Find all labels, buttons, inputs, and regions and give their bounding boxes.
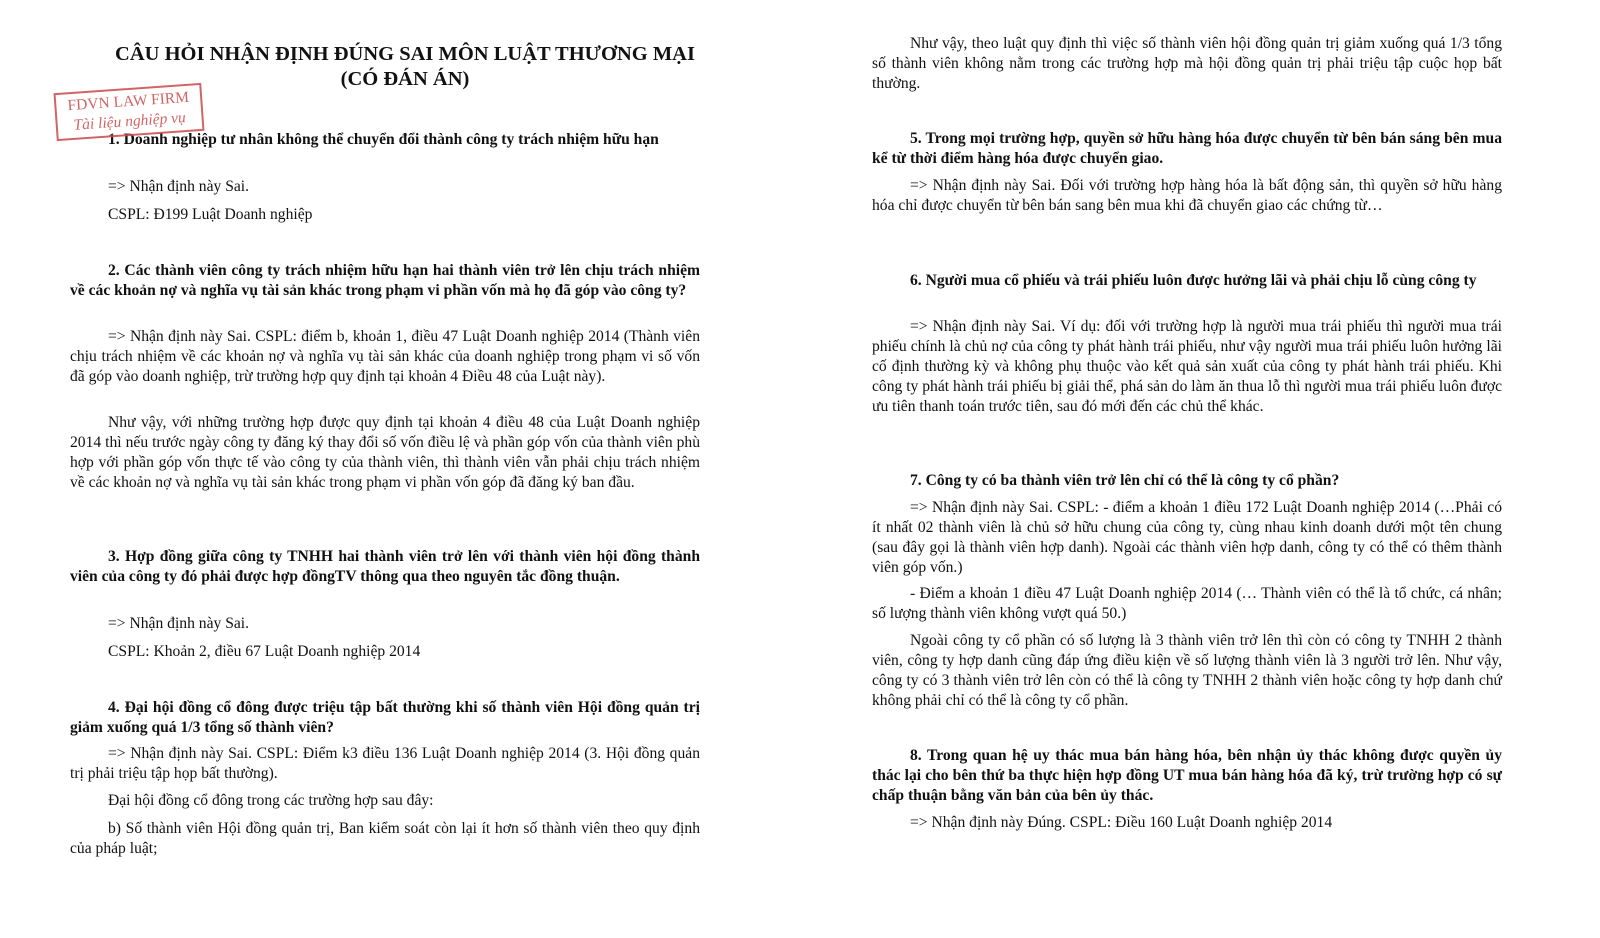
answer-4-point-b: b) Số thành viên Hội đồng quản trị, Ban kiểm soát còn lại ít hơn số thành viên theo quy định của pháp luật; <box>70 820 700 857</box>
law-firm-stamp <box>54 83 205 141</box>
answer-6-verdict: => Nhận định này Sai. Ví dụ: đối với trường hợp là người mua trái phiếu thì người mua trái phiếu chính là chủ nợ của công ty phát hành trái phiếu, như vậy người mua trái phiếu luôn hưởng lãi cố định thường kỳ và không phụ thuộc vào kết quả sản xuất của công ty phát hành trái phiếu. Khi công ty phát hành trái phiếu bị giải thể, phá sản do làm ăn thua lỗ thì người mua trái phiếu luôn được ưu tiên thanh toán trước tiên, sau đó mới đến các chủ thể khác. <box>872 318 1502 415</box>
answer-5-verdict: => Nhận định này Sai. Đối với trường hợp hàng hóa là bất động sản, thì quyền sở hữu hàng hóa chỉ được chuyển từ bên bán sang bên mua khi đã chuyển giao các chứng từ… <box>872 177 1502 214</box>
stamp-line-1: FDVN LAW FIRM <box>67 88 190 115</box>
question-8: 8. Trong quan hệ uy thác mua bán hàng hóa, bên nhận ủy thác không được quyền ủy thác lại cho bên thứ ba thực hiện hợp đồng UT mua bán hàng hóa đã ký, trừ trường hợp có sự chấp thuận bằng văn bản của bên ủy thác. <box>872 747 1502 804</box>
answer-1-verdict: => Nhận định này Sai. <box>108 178 250 195</box>
answer-2-explanation: Như vậy, với những trường hợp được quy định tại khoản 4 điều 48 của Luật Doanh nghiệp 2014 thì nếu trước ngày công ty đăng ký thay đổi số vốn điều lệ và phần góp vốn của thành viên phù hợp với phần góp vốn thực tế vào công ty của thành viên, thì thành viên vẫn phải chịu trách nhiệm về các khoản nợ và nghĩa vụ tài sản khác trong phạm vi phần vốn góp đã đăng ký ban đầu. <box>70 414 700 491</box>
answer-7-verdict: => Nhận định này Sai. CSPL: - điểm a khoản 1 điều 172 Luật Doanh nghiệp 2014 (…Phải có ít nhất 02 thành viên là chủ sở hữu chung của công ty, cùng nhau kinh doanh dưới một tên chung (sau đây gọi là thành viên hợp danh). Ngoài các thành viên hợp danh, công ty có thể có thêm thành viên góp vốn.) <box>872 499 1502 576</box>
answer-3-legal-basis: CSPL: Khoản 2, điều 67 Luật Doanh nghiệp 2014 <box>108 643 421 660</box>
answer-4-verdict: => Nhận định này Sai. CSPL: Điểm k3 điều 136 Luật Doanh nghiệp 2014 (3. Hội đồng quản trị phải triệu tập họp bất thường). <box>70 745 700 782</box>
question-3: 3. Hợp đồng giữa công ty TNHH hai thành viên trở lên với thành viên hội đồng thành viên của công ty đó phải được hợp đồngTV thông qua theo nguyên tắc đồng thuận. <box>70 548 700 585</box>
right-page <box>800 0 1600 938</box>
question-2: 2. Các thành viên công ty trách nhiệm hữu hạn hai thành viên trở lên chịu trách nhiệm về các khoản nợ và nghĩa vụ tài sản khác trong phạm vi phần vốn mà họ đã góp vào công ty? <box>70 262 700 299</box>
question-5: 5. Trong mọi trường hợp, quyền sở hữu hàng hóa được chuyển từ bên bán sáng bên mua kể từ thời điểm hàng hóa được chuyển giao. <box>872 130 1502 167</box>
stamp-line-2: Tài liệu nghiệp vụ <box>73 109 187 134</box>
question-7: 7. Công ty có ba thành viên trở lên chỉ có thể là công ty cổ phần? <box>910 472 1340 489</box>
answer-4-conclusion: Như vậy, theo luật quy định thì việc số thành viên hội đồng quản trị giảm xuống quá 1/3 tổng số thành viên không nằm trong các trường hợp mà hội đồng quản trị phải triệu tập cuộc họp bất thường. <box>872 35 1502 92</box>
answer-7-point-a: - Điểm a khoản 1 điều 47 Luật Doanh nghiệp 2014 (… Thành viên có thể là tổ chức, cá nhân; số lượng thành viên không vượt quá 50.) <box>872 585 1502 622</box>
answer-7-explanation: Ngoài công ty cổ phần có số lượng là 3 thành viên trở lên thì còn có công ty TNHH 2 thành viên, công ty hợp danh cũng đáp ứng điều kiện về số lượng thành viên là 3 người trở lên. Như vậy, công ty có 3 thành viên trở lên còn có thể là công ty TNHH 2 thành viên hoặc công ty hợp danh chứ không phải chỉ có thể là công ty cổ phần. <box>872 632 1502 709</box>
question-6: 6. Người mua cổ phiếu và trái phiếu luôn được hưởng lãi và phải chịu lỗ cùng công ty <box>910 272 1477 289</box>
document-title: CÂU HỎI NHẬN ĐỊNH ĐÚNG SAI MÔN LUẬT THƯƠNG MẠI (CÓ ĐÁN ÁN) <box>115 43 695 90</box>
answer-1-legal-basis: CSPL: Đ199 Luật Doanh nghiệp <box>108 206 313 223</box>
answer-2-verdict: => Nhận định này Sai. CSPL: điểm b, khoản 1, điều 47 Luật Doanh nghiệp 2014 (Thành viên chịu trách nhiệm về các khoản nợ và nghĩa vụ tài sản khác của doanh nghiệp trong phạm vi số vốn đã góp vào doanh nghiệp, trừ trường hợp quy định tại khoản 4 Điều 48 của Luật này). <box>70 328 700 385</box>
answer-8-verdict: => Nhận định này Đúng. CSPL: Điều 160 Luật Doanh nghiệp 2014 <box>910 814 1333 831</box>
question-4: 4. Đại hội đồng cổ đông được triệu tập bất thường khi số thành viên Hội đồng quản trị giảm xuống quá 1/3 tổng số thành viên? <box>70 699 700 736</box>
question-1: 1. Doanh nghiệp tư nhân không thể chuyển đổi thành công ty trách nhiệm hữu hạn <box>108 131 659 148</box>
answer-3-verdict: => Nhận định này Sai. <box>108 615 250 632</box>
answer-4-intro: Đại hội đồng cổ đông trong các trường hợp sau đây: <box>108 792 434 809</box>
